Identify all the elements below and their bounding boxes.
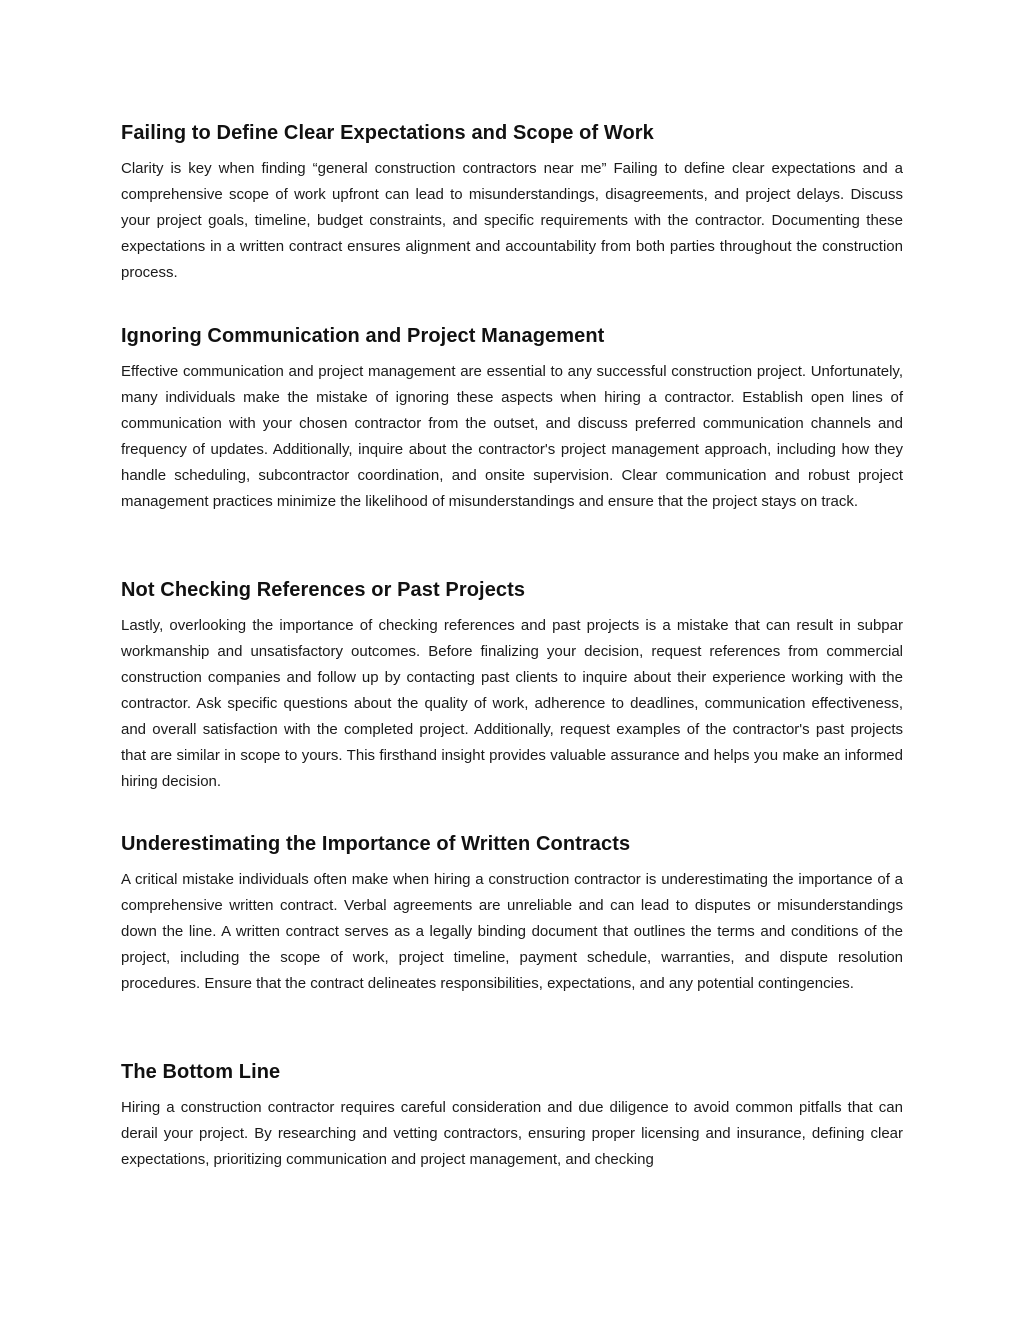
section-heading: Underestimating the Importance of Written Contracts — [121, 833, 631, 855]
section-body: A critical mistake individuals often make when hiring a construction contractor is underestimating the importance of a comprehensive written contract. Verbal agreements are unreliable and can lead to disputes or misunderstandings down the line. A written contract serves as a legally binding document that outlines the terms and conditions of the project, including the scope of work, project timeline, payment schedule, warranties, and dispute resolution procedures. Ensure that the contract delineates responsibilities, expectations, and any potential contingencies. — [121, 871, 903, 992]
section-heading: The Bottom Line — [121, 1061, 281, 1083]
section-body: Clarity is key when finding “general construction contractors near me” Failing to define clear expectations and a comprehensive scope of work upfront can lead to misunderstandings, disagreements, and project delays. Discuss your project goals, timeline, budget constraints, and specific requirements with the contractor. Documenting these expectations in a written contract ensures alignment and accountability from both parties throughout the construction process. — [121, 160, 903, 281]
section-heading: Ignoring Communication and Project Management — [121, 325, 605, 347]
section-heading: Failing to Define Clear Expectations and Scope of Work — [121, 122, 654, 144]
section-references — [121, 575, 903, 795]
section-written-contracts — [121, 829, 903, 997]
section-body: Hiring a construction contractor requires careful consideration and due diligence to avoid common pitfalls that can derail your project. By researching and vetting contractors, ensuring proper licensing and insurance, defining clear expectations, prioritizing communication and project management, and checking — [121, 1099, 903, 1168]
section-body: Lastly, overlooking the importance of checking references and past projects is a mistake that can result in subpar workmanship and unsatisfactory outcomes. Before finalizing your decision, request references from commercial construction companies and follow up by contacting past clients to inquire about their experience working with the contractor. Ask specific questions about the quality of work, adherence to deadlines, communication effectiveness, and overall satisfaction with the completed project. Additionally, request examples of the contractor's past projects that are similar in scope to yours. This firsthand insight provides valuable assurance and helps you make an informed hiring decision. — [121, 617, 903, 790]
section-body: Effective communication and project management are essential to any successful construction project. Unfortunately, many individuals make the mistake of ignoring these aspects when hiring a contractor. Establish open lines of communication with your chosen contractor from the outset, and discuss preferred communication channels and frequency of updates. Additionally, inquire about the contractor's project management approach, including how they handle scheduling, subcontractor coordination, and onsite supervision. Clear communication and robust project management practices minimize the likelihood of misunderstandings and ensure that the project stays on track. — [121, 363, 903, 510]
section-bottom-line — [121, 1057, 903, 1173]
section-heading: Not Checking References or Past Projects — [121, 579, 526, 601]
section-clear-expectations — [121, 118, 903, 286]
section-communication — [121, 321, 903, 515]
